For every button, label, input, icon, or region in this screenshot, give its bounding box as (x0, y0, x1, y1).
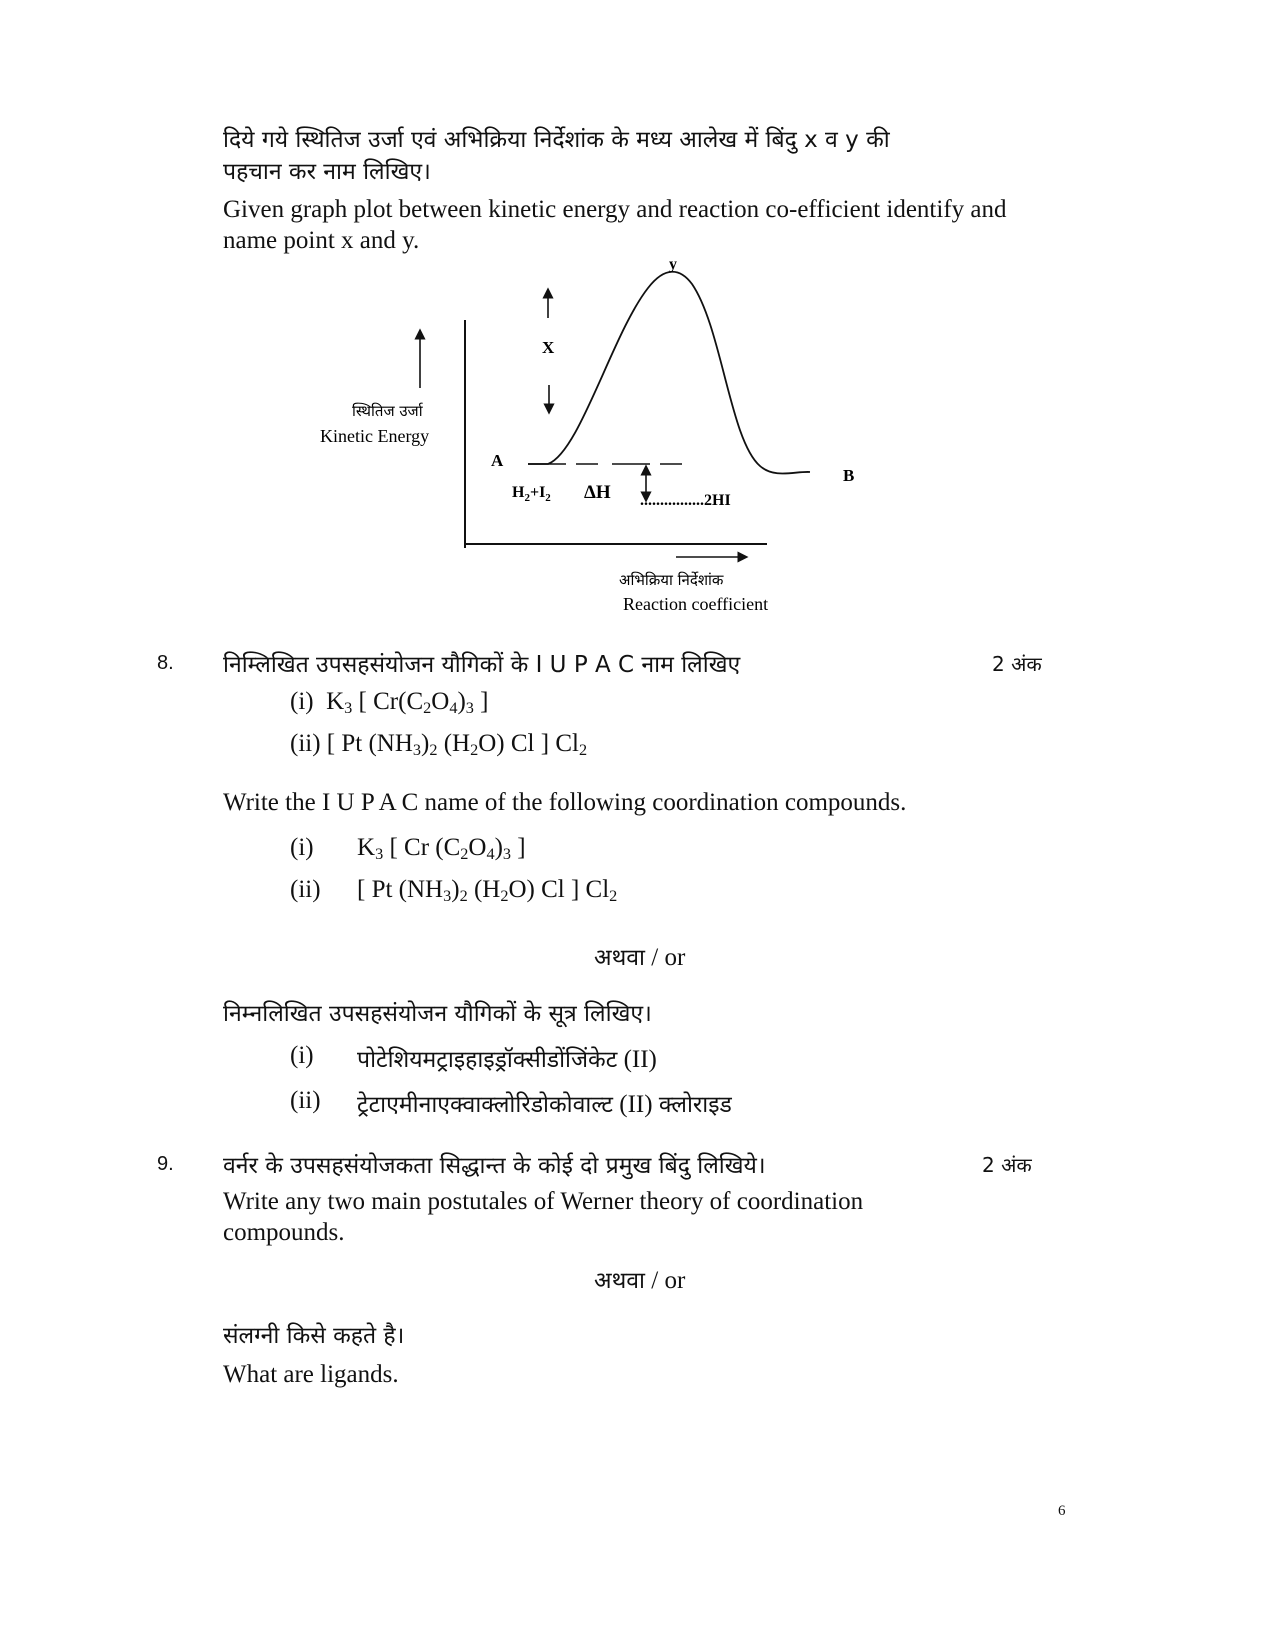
q8-c-i: पोटेशियमट्राइहाइड्रॉक्सीडोंजिंकेट (II) (357, 1046, 657, 1073)
q8-number: 8. (157, 652, 174, 674)
q9-alt-hindi-question: संलग्नी किसे कहते है। (223, 1323, 405, 1349)
label-x: X (542, 338, 555, 357)
q8-a-ii: (ii) [ Pt $(NH_3)_2$ $(H_2O)$ Cl ] $Cl_2$ (290, 730, 588, 760)
q8-b-ii: [ Pt $(NH_3)_2$ $(H_2O)$ Cl ] $Cl_2$ (357, 876, 618, 906)
q9-marks: 2 अंक (982, 1153, 1032, 1177)
q8-hindi-question: निम्लिखित उपसहसंयोजन यौगिकों के I U P A C नाम लिखिए (223, 652, 741, 678)
q8-a-ii-label: (ii) (290, 730, 321, 757)
intro-hindi-line1: दिये गये स्थितिज उर्जा एवं अभिक्रिया निर्देशांक के मध्य आलेख में बिंदु x व y की (223, 127, 890, 153)
q8-alt-hindi-question: निम्नलिखित उपसहसंयोजन यौगिकों के सूत्र लिखिए। (223, 1001, 652, 1027)
xlabel-hindi: अभिक्रिया निर्देशांक (619, 571, 724, 589)
xlabel-english: Reaction coefficient (623, 594, 769, 614)
ylabel-english: Kinetic Energy (320, 426, 430, 446)
q9-english-line2: compounds. (223, 1219, 345, 1246)
q8-marks: 2 अंक (992, 652, 1042, 676)
q8-b-i-label: (i) (290, 834, 314, 861)
q9-alt-english-question: What are ligands. (223, 1361, 399, 1388)
q8-a-i-label: (i) (290, 688, 314, 715)
label-peak-y: y (669, 256, 677, 273)
intro-english-line1: Given graph plot between kinetic energy and reaction co-efficient identify and (223, 196, 1007, 223)
ylabel-hindi: स्थितिज उर्जा (352, 402, 423, 420)
q9-number: 9. (157, 1153, 174, 1175)
label-A: A (491, 451, 504, 470)
label-B: B (843, 466, 855, 485)
q8-c-i-label: (i) (290, 1042, 314, 1069)
q8-english-question: Write the I U P A C name of the following coordination compounds. (223, 789, 907, 816)
reactants-label: $H_2+I_2$ (512, 484, 551, 504)
delta-h-label: ΔH (584, 482, 611, 503)
q9-hindi-question: वर्नर के उपसहसंयोजकता सिद्धान्त के कोई दो प्रमुख बिंदु लिखिये। (223, 1153, 766, 1179)
q9-or-divider: अथवा / or (594, 1267, 686, 1294)
energy-diagram (0, 0, 1275, 640)
q8-b-i: $K_3$ [ Cr $(C_2O_4)_3$ ] (357, 834, 526, 864)
q8-c-ii: ट्रेटाएमीनाएक्वाक्लोरिडोकोवाल्ट (II) क्लोराइड (357, 1091, 732, 1118)
intro-english-line2: name point x and y. (223, 227, 420, 254)
intro-hindi-line2: पहचान कर नाम लिखिए। (223, 159, 431, 185)
energy-curve (528, 272, 810, 474)
q8-b-ii-label: (ii) (290, 876, 321, 903)
q8-c-ii-label: (ii) (290, 1087, 321, 1114)
product-label: ................2HI (640, 492, 731, 509)
page-number: 6 (1058, 1503, 1066, 1519)
q8-or-divider: अथवा / or (594, 944, 686, 971)
q9-english-line1: Write any two main postutales of Werner theory of coordination (223, 1188, 864, 1215)
q8-a-i: (i) $K_3$ [ $Cr(C_2O_4)_3$ ] (290, 688, 489, 718)
